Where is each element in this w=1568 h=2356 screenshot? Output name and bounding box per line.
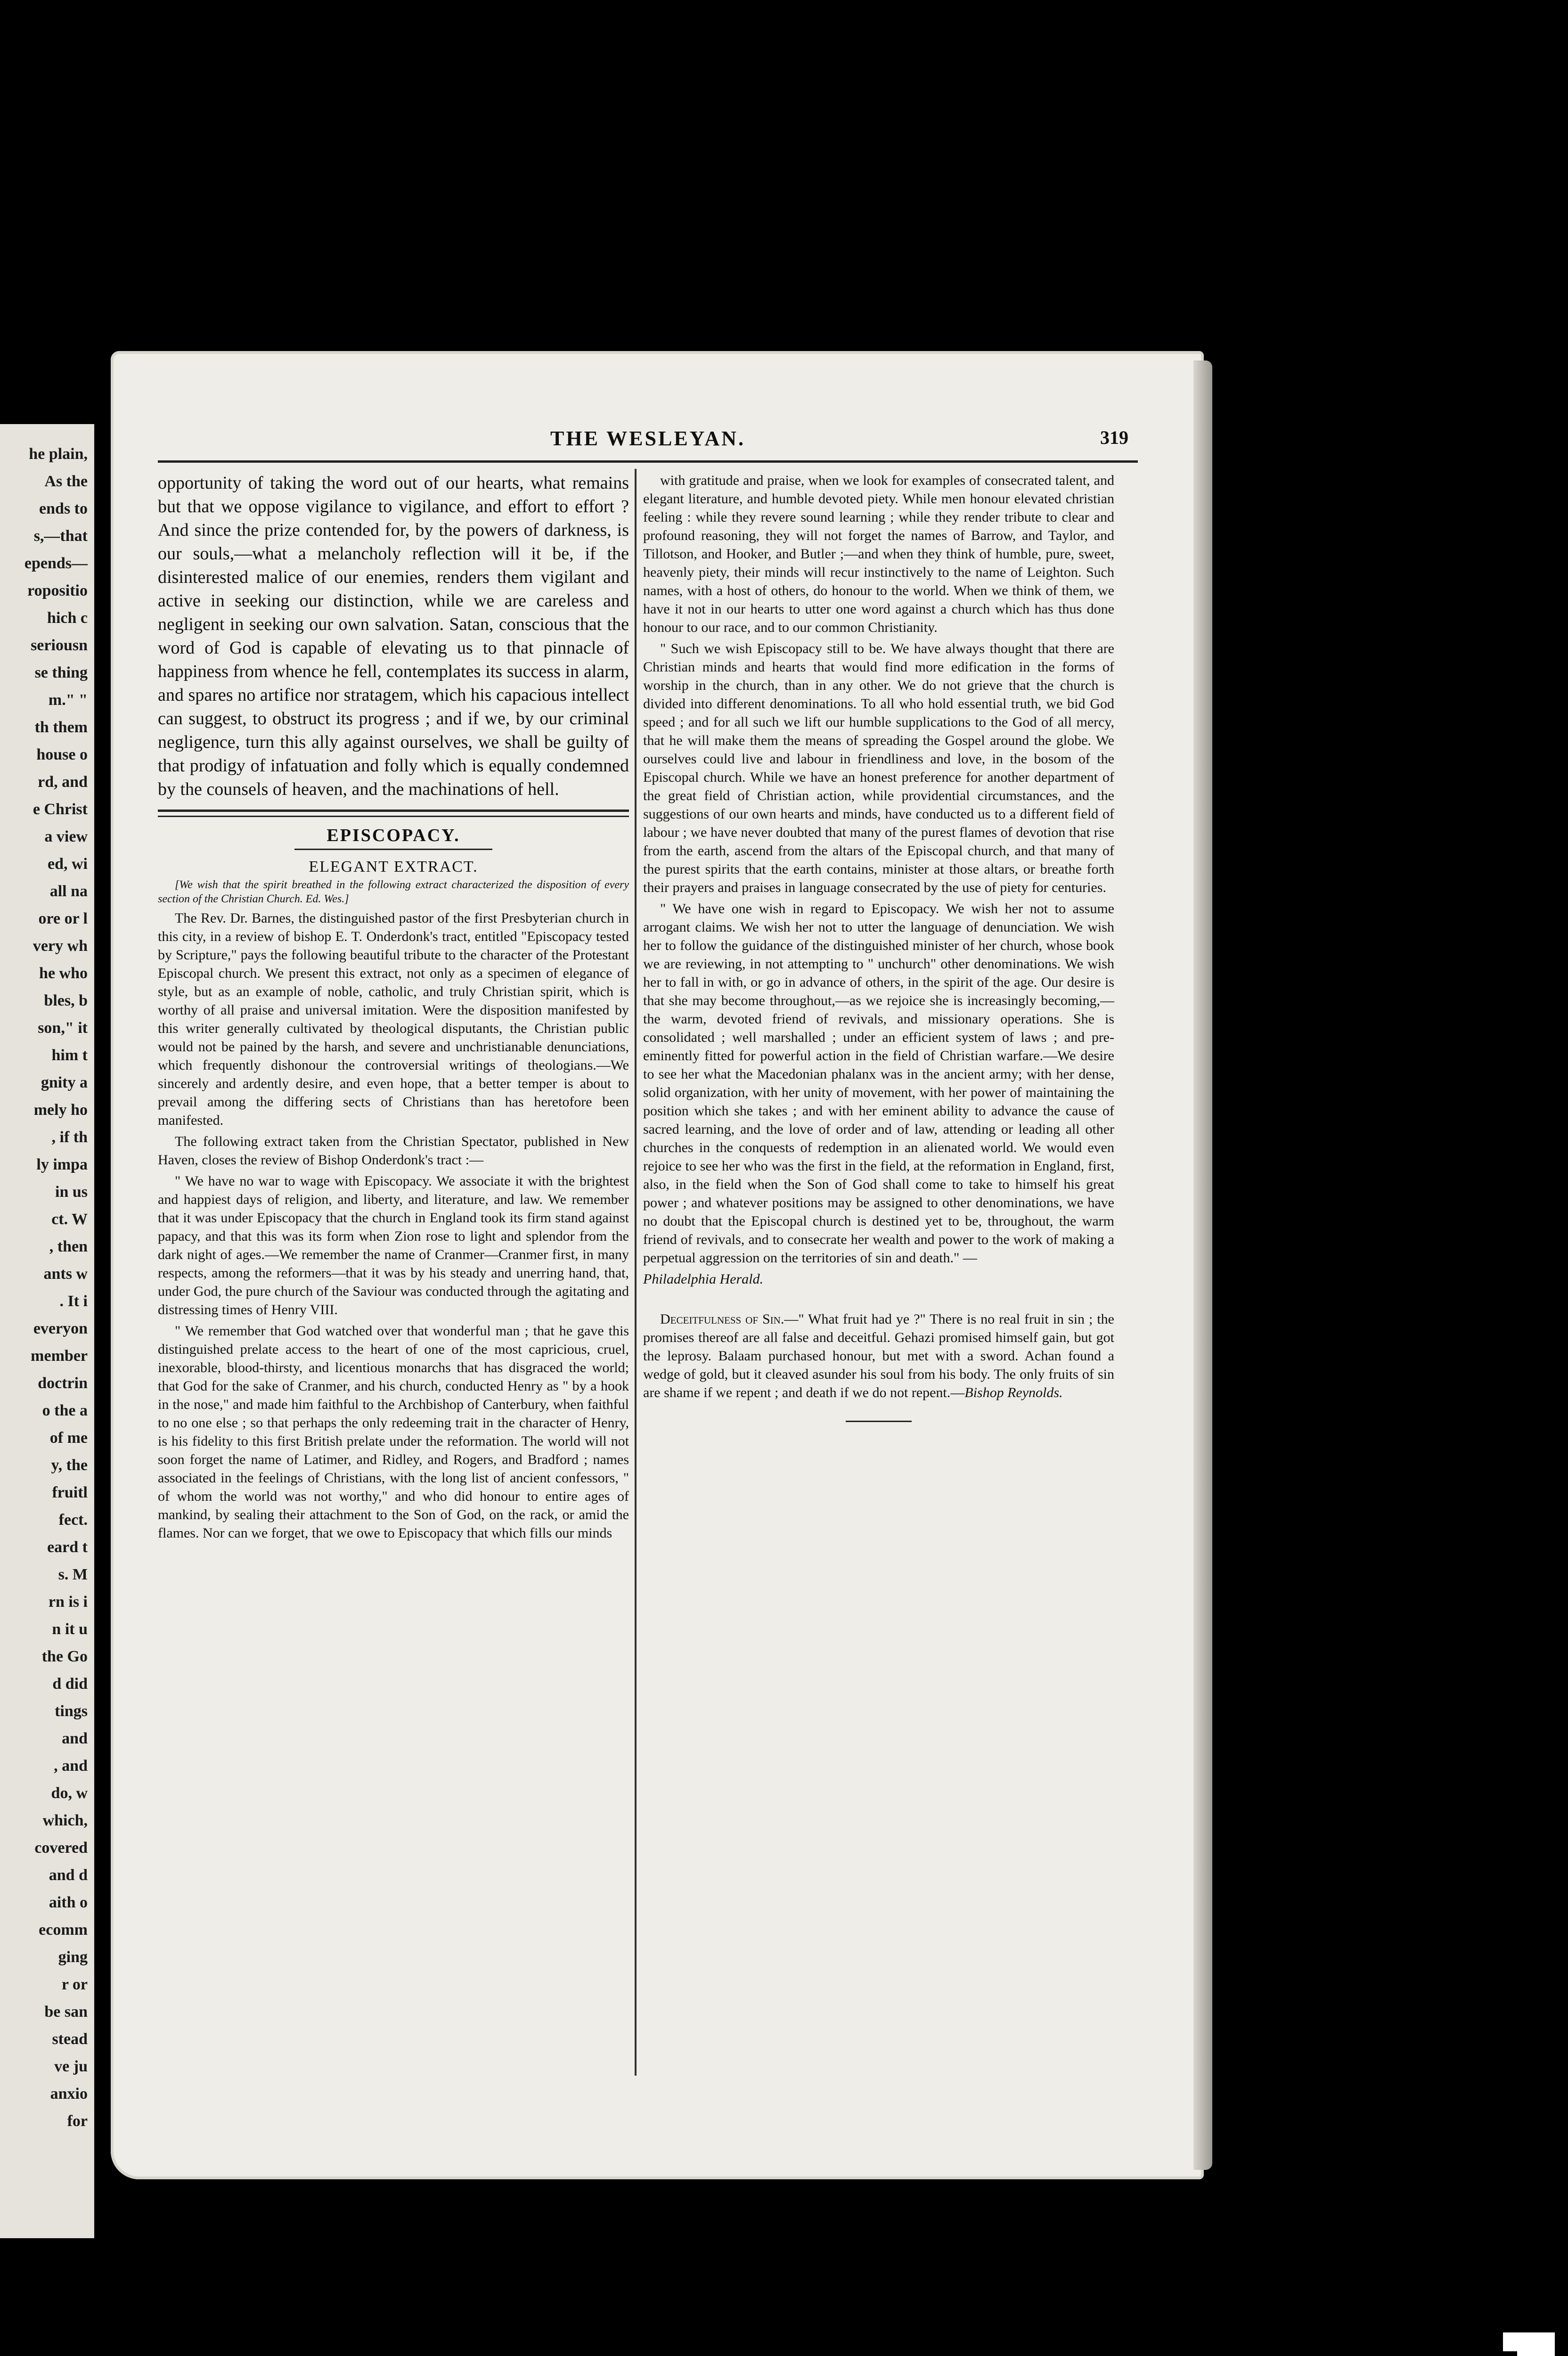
deceitfulness-title: Deceitfulness of Sin. (660, 1311, 784, 1327)
article-body-right (643, 471, 1114, 1267)
editor-note: [We wish that the spirit breathed in the following extract characterized the disposition of every section of the Christian Church. Ed. Wes.] (158, 879, 629, 905)
page-fragment: very wh (33, 937, 88, 955)
opening-paragraph: opportunity of taking the word out of our hearts, what remains but that we oppose vigilance to vigilance, and effort to effort ? And since the prize contended for, by the powers of darkness, is our souls,—what a melancholy reflection will it be, if the disinterested malice of our enemies, renders them vigilant and active in seeking our distinction, while we are careless and negligent in seeking our own salvation. Satan, conscious that the word of God is capable of elevating us to that pinnacle of happiness from whence he fell, contemplates its success in alarm, and spares no artifice nor stratagem, which his capacious intellect can suggest, to obstruct its progress ; and if we, by our criminal negligence, turn this ally against ourselves, we shall be guilty of that prodigy of infatuation and folly which is equally condemned by the counsels of heaven, and the machinations of hell. (158, 473, 629, 799)
page-fragment: ly impa (36, 1156, 88, 1173)
article-paragraph: " We remember that God watched over that wonderful man ; that he gave this distinguished prelate access to the heart of one of the most capricious, cruel, inexorable, blood-thirsty, and licentious monarchs that has disgraced the world; that God for the sake of Cranmer, and his church, conducted Henry as " by a hook in the nose," and made him faithful to the Archbishop of Canterbury, when faithful to no one else ; so that perhaps the only redeeming trait in the character of Henry, is his fidelity to this first British prelate under the reformation. The world will not soon forget the name of Latimer, and Ridley, and Rogers, and Bradford ; names associated in the feelings of Christians, with the long list of ancient confessors, " of whom the world was not worthy," and who did honour to entire ages of mankind, by sealing their attachment to the Son of God, on the rack, or amid the flames. Nor can we forget, that we owe to Episcopacy that which fills our minds (158, 1323, 629, 1541)
page-fragment: , if th (51, 1129, 88, 1146)
page-fragment: ct. W (51, 1211, 88, 1228)
end-rule (846, 1421, 912, 1422)
page-fragment: s. M (58, 1566, 88, 1583)
page-fragment: all na (49, 883, 88, 900)
page-fragment: tings (55, 1702, 88, 1720)
page-fragment: fruitl (52, 1484, 88, 1501)
section-underline (294, 849, 492, 850)
page-fragment: ecomm (39, 1921, 88, 1939)
page-fragment: for (67, 2112, 88, 2130)
header-rule (158, 460, 1138, 463)
page-fragment: son," it (38, 1019, 88, 1037)
page-fragment: , and (54, 1757, 88, 1775)
subsection-title: ELEGANT EXTRACT. (309, 858, 478, 875)
page-fragment: o the a (42, 1402, 88, 1419)
page-fragment: d did (52, 1675, 88, 1693)
page-fragment: stead (52, 2030, 88, 2048)
adjacent-page-sliver (0, 424, 94, 2238)
page-fragment: ropositio (27, 582, 88, 599)
page-fragment: epends— (24, 555, 88, 572)
page-fragment: member (31, 1347, 88, 1365)
page-fragment: rd, and (38, 773, 88, 791)
page-fragment: he who (39, 965, 88, 982)
page-fragment: anxio (50, 2085, 88, 2102)
page-fragment: house o (36, 746, 88, 763)
page-fragment: he plain, (29, 445, 88, 463)
page-fragment: ed, wi (48, 855, 88, 873)
page-fragment: s,—that (33, 527, 88, 545)
page-fragment: gnity a (41, 1074, 88, 1091)
page-fragment: him t (51, 1047, 88, 1064)
page-fragment: the Go (41, 1648, 88, 1665)
page-fragment: mely ho (33, 1101, 88, 1119)
deceitfulness-paragraph (643, 1310, 1114, 1402)
deceitfulness-text: —" What fruit had ye ?" There is no real fruit in sin ; the promises thereof are all false and deceitful. Gehazi promised himself gain, but got the leprosy. Balaam purchased honour, but met with a sword. Achan found a wedge of gold, but it cleaved asunder his soul from his body. The only fruits of sin are shame if we repent ; and death if we do not repent.— (643, 1311, 1114, 1400)
page-fragment: everyon (33, 1320, 88, 1337)
page-fragment: fect. (58, 1511, 88, 1529)
page-fragment: covered (34, 1839, 88, 1857)
page-fragment: se thing (34, 664, 88, 681)
page-fragment: seriousn (31, 637, 88, 654)
page-number: 319 (1100, 427, 1128, 448)
page-fragment: bles, b (44, 992, 88, 1009)
page-fragment: e Christ (33, 801, 88, 818)
article-paragraph: with gratitude and praise, when we look for examples of consecrated talent, and elegant literature, and humble devoted piety. While men honour elevated christian feeling : while they revere sound learning ; while they render tribute to clear and profound reasoning, they will not forget the names of Barrow, and Taylor, and Tillotson, and Hooker, and Butler ;—and when they think of humble, pure, sweet, heavenly piety, their minds will recur instinctively to the name of Leighton. Such names, with a host of others, do honour to the world. When we think of them, we have it not in our hearts to utter one word against a church which has thus done honour to our race, and to our common Christianity. (643, 473, 1114, 635)
page-fragment: be san (44, 2003, 88, 2021)
article-body-left (158, 909, 629, 1542)
page-fragment: , then (49, 1238, 88, 1255)
left-column (158, 471, 629, 1545)
page-fragment: As the (44, 473, 88, 490)
citation (643, 1270, 1114, 1288)
article-paragraph: The following extract taken from the Christian Spectator, published in New Haven, closes the review of Bishop Onderdonk's tract :— (158, 1134, 629, 1168)
corner-marker (1503, 2332, 1555, 2356)
page-fragment: do, w (51, 1784, 88, 1802)
page-fragment: r or (61, 1976, 88, 1993)
page-fragment: of me (49, 1429, 88, 1447)
page-fragment: hich c (47, 609, 88, 627)
page-fragment: y, the (51, 1456, 88, 1474)
article-paragraph: " Such we wish Episcopacy still to be. We have always thought that there are Christian minds and hearts that would find more edification in the forms of worship in the church, than in any other. We do not grieve that the church is divided into different denominations. To all who hold essential truth, we bid God speed ; and for all such we lift our humble supplications to the God of all mercy, that he will make them the means of spreading the Gospel around the globe. We ourselves could live and labour in friendliness and love, in the bosom of the Episcopal church. While we have an honest preference for another department of the great field of Christian action, while providential circumstances, and the suggestions of our own hearts and minds, have conducted us to a different field of labour ; we have never doubted that many of the purest flames of devotion that rise from the earth, ascend from the altars of the Episcopal church, and that many of the purest spirits that the earth contains, minister at those altars, or breathe forth their prayers and praises in language consecrated by the use of piety for centuries. (643, 641, 1114, 895)
page-fragment: m." " (48, 691, 88, 709)
page-fragment: and d (49, 1866, 88, 1884)
page-fragment: ore or l (38, 910, 88, 927)
newspaper-page (111, 351, 1204, 2179)
page-edge (1193, 360, 1212, 2170)
running-title: THE WESLEYAN. (550, 427, 745, 450)
right-column (643, 471, 1114, 1422)
page-fragment: doctrin (38, 1374, 88, 1392)
column-rule (635, 469, 637, 2076)
page-fragment: ends to (39, 500, 88, 517)
section-title: EPISCOPACY. (327, 826, 460, 845)
page-fragment: in us (55, 1183, 88, 1201)
spacer (643, 1291, 1114, 1310)
citation-text: Philadelphia Herald. (643, 1271, 763, 1287)
article-paragraph: " We have one wish in regard to Episcopacy. We wish her not to assume arrogant claims. We wish her not to utter the language of denunciation. We wish her to follow the guidance of the distinguished minister of her church, whose book we are reviewing, in not attempting to " unchurch" other denominations. We wish her to fall in with, or go in advance of others, in the spirit of the age. Our desire is that she may become throughout,—as we rejoice she is increasingly becoming,—the warm, devoted friend of revivals, and missionary operations. She is consolidated ; well marshalled ; under an efficient system of laws ; and pre-eminently fitted for powerful action in the field of Christian warfare.—We desire to see her what the Macedonian phalanx was in the ancient army; with her dense, solid organization, with her unity of movement, with her power of maintaining the position which she takes ; and with her eminent ability to advance the cause of sacred learning, and the love of order and of law, attending or leading all other churches in the conquests of redemption in an alienated world. We would even rejoice to see her who was the first in the field, at the reformation in England, first, also, in the field when the Son of God shall come to take to himself his great power ; and whatever positions may be assigned to other denominations, we have no doubt that the Episcopal church is destined yet to be, throughout, the warm friend of revivals, and to consecrate her wealth and power to the work of making a perpetual aggression on the territories of sin and death." — (643, 901, 1114, 1266)
section-divider (158, 810, 629, 817)
article-paragraph: The Rev. Dr. Barnes, the distinguished pastor of the first Presbyterian church in this city, in a review of bishop E. T. Onderdonk's tract, entitled "Episcopacy tested by Scripture," pays the following beautiful tribute to the character of the Protestant Episcopal church. We present this extract, not only as a specimen of elegance of style, but as an example of noble, catholic, and truly Christian spirit, which is worthy of all praise and universal imitation. Were the disposition manifested by this writer generally cultivated by theological disputants, the Christian public would not be pained by the harsh, and severe and unchristianable denunciations, which frequently dishonour the controversial writings of theologians.—We sincerely and ardently desire, and even hope, that a better temper is about to prevail among the differing sects of Christians than has heretofore been manifested. (158, 910, 629, 1128)
article-paragraph: " We have no war to wage with Episcopacy. We associate it with the brightest and happiest days of religion, and liberty, and literature, and law. We remember that it was under Episcopacy that the church in England took its firm stand against papacy, and that this was its form when Zion rose to light and splendor from the dark night of ages.—We remember the name of Cranmer—Cranmer first, in many respects, among the reformers—that it was by his steady and unerring hand, that, under God, the pure church of the Saviour was conducted through the agitating and distressing times of Henry VIII. (158, 1173, 629, 1317)
page-fragment: which, (42, 1812, 88, 1829)
page-fragment: a view (44, 828, 88, 845)
citation-bishop: Bishop Reynolds. (964, 1385, 1063, 1400)
page-fragment: aith o (49, 1894, 88, 1911)
page-fragment: . It i (59, 1293, 88, 1310)
page-fragment: ging (58, 1948, 88, 1966)
page-fragment: ants w (43, 1265, 88, 1283)
page-fragment: rn is i (48, 1593, 88, 1611)
page-fragment: and (62, 1730, 88, 1747)
page-fragment: eard t (47, 1538, 88, 1556)
page-fragment: ve ju (54, 2058, 88, 2075)
page-fragment: th them (34, 719, 88, 736)
page-fragment: n it u (52, 1620, 88, 1638)
page-header (167, 426, 1128, 459)
